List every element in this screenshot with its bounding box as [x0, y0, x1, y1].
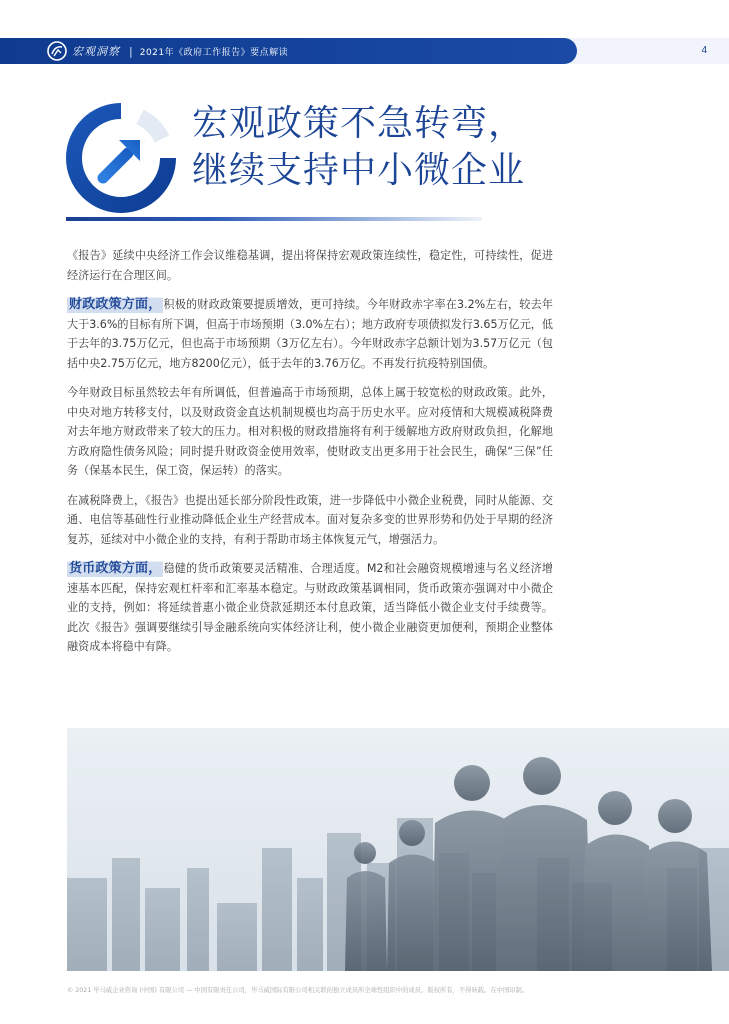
page-title [192, 100, 525, 194]
page-number: 4 [701, 45, 707, 56]
header-separator: | [129, 44, 133, 58]
paragraph-fiscal-text: 积极的财政政策要提质增效，更可持续。今年财政赤字率在3.2%左右，较去年大于3.6%的目标有所下调，但高于市场预期（3.0%左右）；地方政府专项债拟发行3.65万亿元，低于去年的3.75万亿元，但也高于市场预期（3万亿左右）。今年财政赤字总额计划为3.57万亿元（包括中央2.75万亿元，地方8200亿元），低于去年的3.76万亿。不再发行抗疫特别国债。 [67, 298, 553, 370]
header-brand: 宏观洞察 [72, 45, 120, 58]
footer-copyright: © 2021 毕马威企业咨询 (中国) 有限公司 — 中国有限责任公司，毕马威国际有限公司相关联的独立成员所全球性组织中的成员。版权所有，不得转载。在中国印制。 [67, 987, 529, 994]
header-band [0, 38, 577, 64]
brand-logo-icon [46, 40, 68, 62]
title-line-2: 继续支持中小微企业 [192, 150, 526, 191]
header-subtitle: 2021年《政府工作报告》要点解读 [139, 47, 289, 58]
paragraph-fiscal-analysis: 今年财政目标虽然较去年有所调低，但普遍高于市场预期，总体上属于较宽松的财政政策。此外，中央对地方转移支付，以及财政资金直达机制规模也均高于历史水平。应对疫情和大规模减税降费对去年地方财政带来了较大的压力。相对积极的财政措施将有利于缓解地方政府财政负担，化解地方政府隐性债务风险；同时提升财政资金使用效率，使财政支出更多用于社会民生，确保“三保”任务（保基本民生，保工资，保运转）的落实。 [67, 386, 553, 477]
monetary-policy-heading: 货币政策方面， [69, 561, 162, 576]
business-skyline-photo [67, 728, 729, 971]
paragraph-monetary [67, 559, 553, 657]
article-body [67, 246, 553, 667]
title-line-1: 宏观政策不急转弯， [192, 103, 526, 144]
paragraph-monetary-text: 稳健的货币政策要灵活精准、合理适度。M2和社会融资规模增速与名义经济增速基本匹配，保持宏观杠杆率和汇率基本稳定。与财政政策基调相同，货币政策亦强调对中小微企业的支持，例如：将延续普惠小微企业贷款延期还本付息政策，适当降低小微企业支付手续费等。此次《报告》强调要继续引导金融系统向实体经济让利，使小微企业融资更加便利，预期企业整体融资成本将稳中有降。 [67, 562, 553, 653]
paragraph-fiscal [67, 295, 553, 373]
title-underline [66, 217, 482, 221]
circular-arrow-growth-icon [66, 103, 176, 213]
paragraph-tax-cut: 在减税降费上，《报告》也提出延长部分阶段性政策，进一步降低中小微企业税费，同时从能源、交通、电信等基础性行业推动降低企业生产经营成本。面对复杂多变的世界形势和仍处于早期的经济复苏，延续对中小微企业的支持，有利于帮助市场主体恢复元气，增强活力。 [67, 493, 553, 546]
fiscal-policy-heading: 财政政策方面， [69, 297, 162, 312]
paragraph-intro: 《报告》延续中央经济工作会议维稳基调，提出将保持宏观政策连续性，稳定性，可持续性，促进经济运行在合理区间。 [67, 249, 553, 282]
